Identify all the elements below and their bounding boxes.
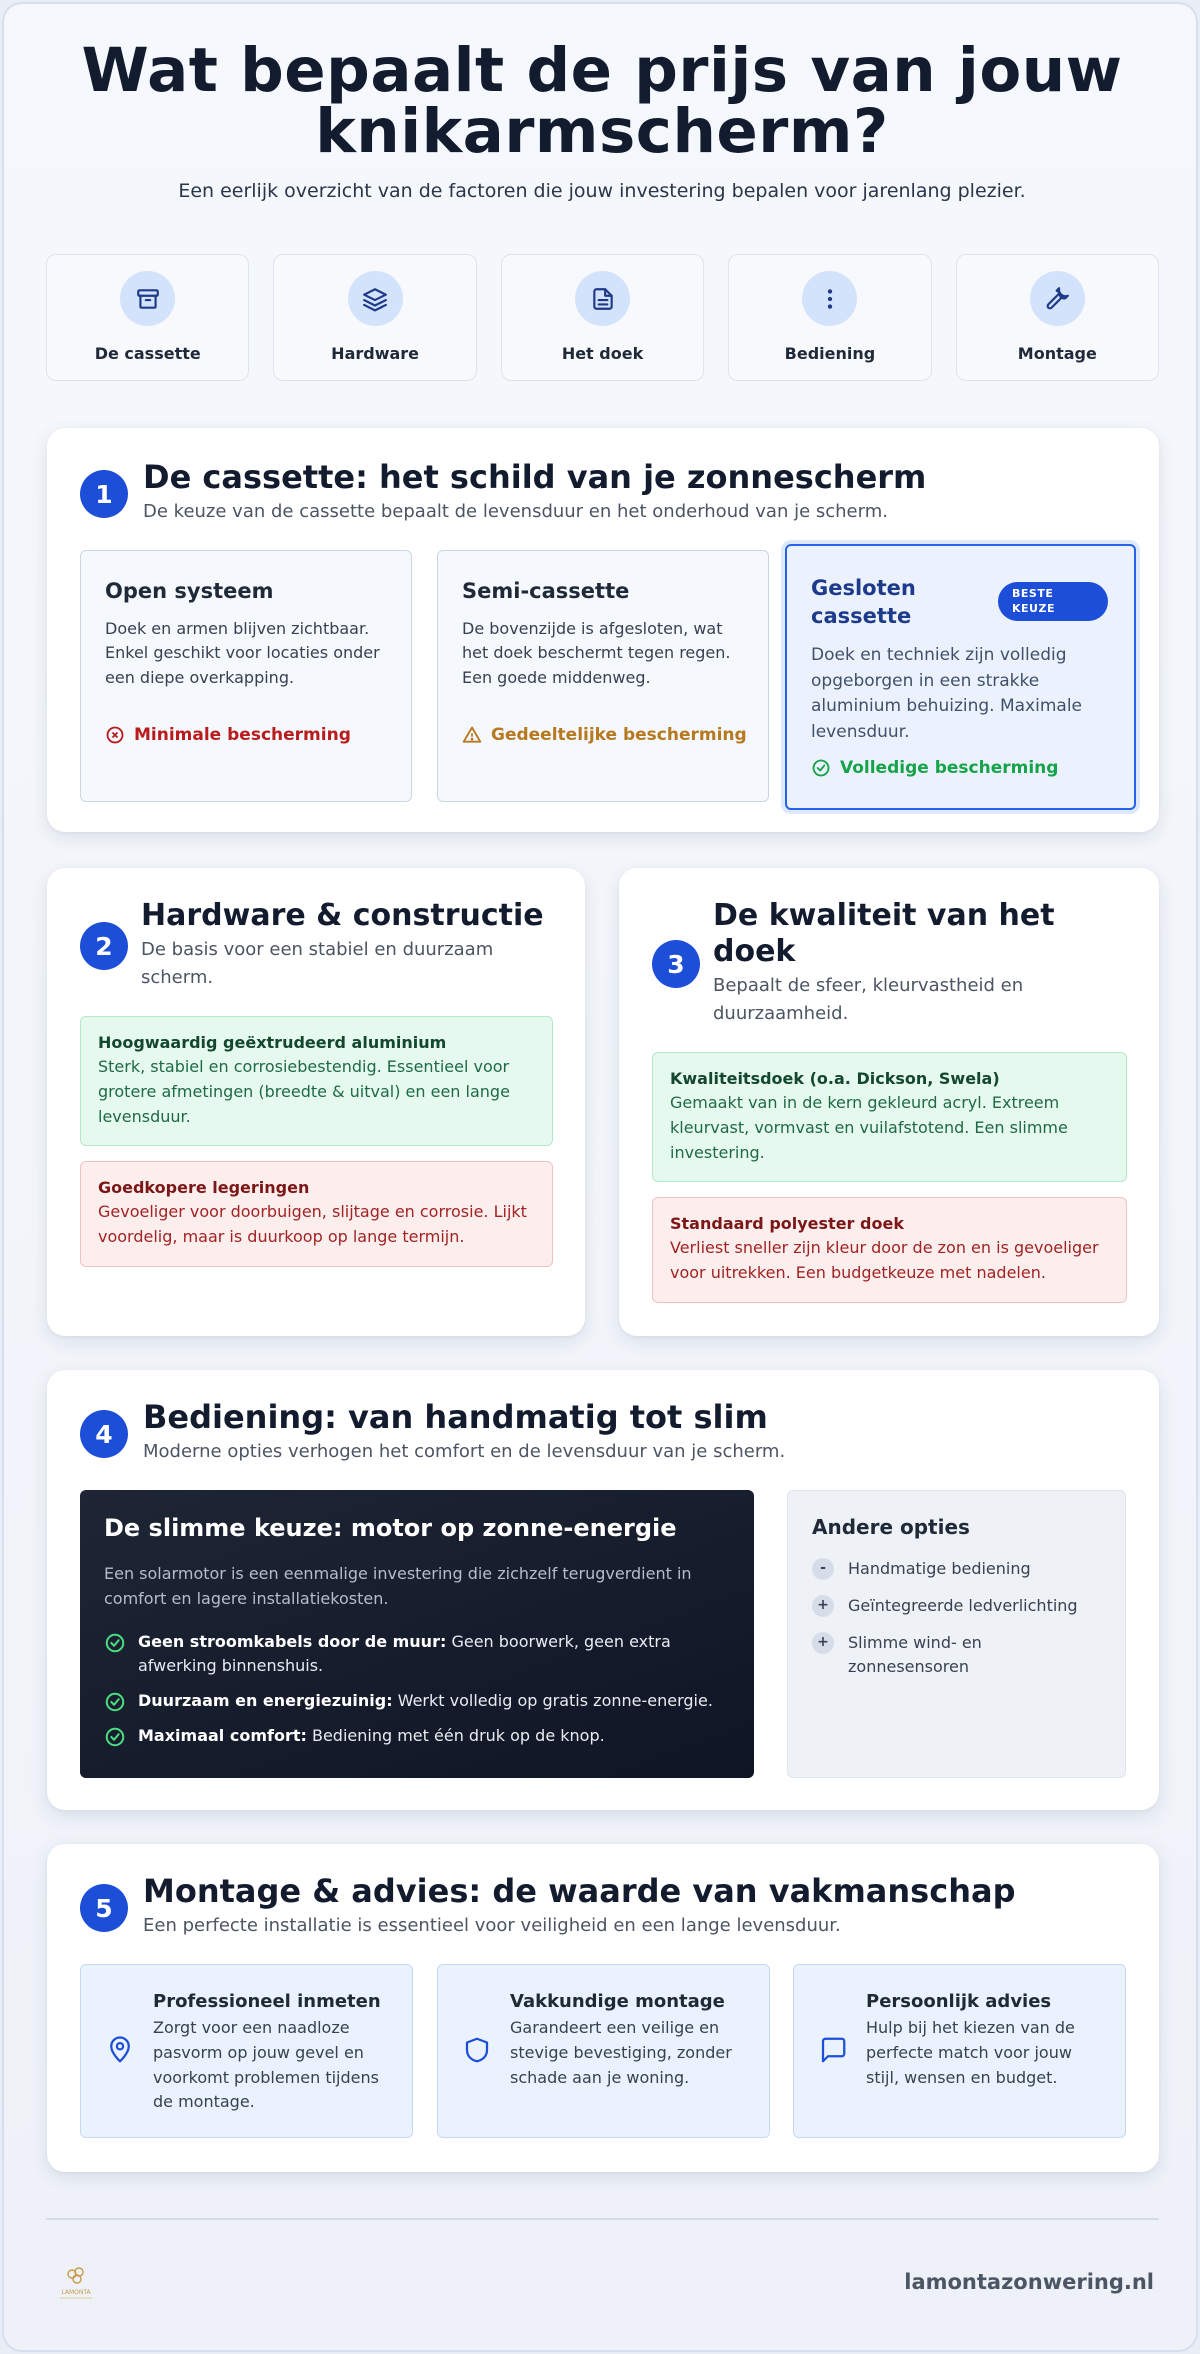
card-title: Persoonlijk advies: [866, 1991, 1052, 2012]
feature-text: Bediening met één druk op de knop.: [306, 1725, 605, 1745]
infographic-page: [2, 2, 1198, 2352]
status-minimal: [105, 725, 351, 745]
option-item: [812, 1557, 1101, 1582]
option-item: [812, 1631, 1101, 1681]
section-title: Hardware & constructie: [141, 898, 544, 933]
section-cassette: [47, 428, 1159, 832]
smart-choice-card: [80, 1490, 754, 1778]
section-subtitle: Een perfecte installatie is essentieel voor veiligheid en een lange levensduur.: [143, 1915, 841, 1936]
box-text: Gevoeliger voor doorbuigen, slijtage en corrosie. Lijkt voordelig, maar is duurkoop op lange termijn.: [98, 1202, 527, 1246]
website-link[interactable]: lamontazonwering.nl: [904, 2270, 1154, 2294]
section-title: De cassette: het schild van je zonnescherm: [143, 458, 927, 496]
nav-card-control[interactable]: [728, 254, 931, 381]
bad-material-box: [80, 1161, 553, 1267]
page-title: [44, 35, 1160, 167]
section-title: Montage & advies: de waarde van vakmanschap: [143, 1872, 1016, 1910]
box-title: Standaard polyester doek: [670, 1214, 904, 1233]
warning-icon: [462, 725, 482, 745]
archive-icon: [120, 271, 175, 326]
check-circle-icon: [104, 1691, 126, 1713]
box-title: Kwaliteitsdoek (o.a. Dickson, Swela): [670, 1069, 1000, 1088]
box-text: Sterk, stabiel en corrosiebestendig. Essentieel voor grotere afmetingen (breedte & uitval) en een lange levensduur.: [98, 1057, 510, 1126]
box-text: Gemaakt van in de kern gekleurd acryl. Extreem kleurvast, vormvast en vuilafstotend. Een slimme investering.: [670, 1093, 1068, 1162]
option-item: [812, 1594, 1101, 1619]
option-label: Handmatige bediening: [848, 1559, 1031, 1578]
section-subtitle: De basis voor een stabiel en duurzaam scherm.: [141, 939, 494, 988]
feature-item: [104, 1724, 730, 1749]
company-logo: [50, 2264, 102, 2304]
card-advice: [793, 1964, 1126, 2138]
card-text: Zorgt voor een naadloze pasvorm op jouw gevel en voorkomt problemen tijdens de montage.: [153, 2018, 379, 2112]
box-text: Verliest sneller zijn kleur door de zon en is gevoeliger voor uitrekken. Een budgetkeuze met nadelen.: [670, 1238, 1099, 1282]
more-vertical-icon: [802, 271, 857, 326]
nav-label: Montage: [1017, 344, 1097, 363]
feature-text: Werkt volledig op gratis zonne-energie.: [392, 1691, 713, 1711]
map-pin-icon: [105, 2035, 135, 2069]
feature-bold: Maximaal comfort:: [138, 1725, 307, 1745]
card-measuring: [80, 1964, 413, 2138]
section-number: 2: [80, 922, 128, 970]
nav-card-mounting[interactable]: [956, 254, 1159, 381]
x-circle-icon: [105, 725, 125, 745]
title-line-2: knikarmscherm?: [315, 96, 889, 167]
card-title: Vakkundige montage: [510, 1991, 725, 2012]
option-title: Semi-cassette: [462, 579, 630, 603]
card-installation: [437, 1964, 770, 2138]
feature-text: Geen boorwerk, geen extra afwerking binnenshuis.: [138, 1631, 671, 1676]
status-label: Minimale bescherming: [134, 725, 351, 745]
box-title: Goedkopere legeringen: [98, 1178, 310, 1197]
check-circle-icon: [811, 758, 831, 778]
feature-item: [104, 1689, 730, 1714]
layers-icon: [348, 271, 403, 326]
option-title: Gesloten cassette: [811, 576, 916, 629]
box-title: Hoogwaardig geëxtrudeerd aluminium: [98, 1033, 447, 1052]
smart-title: De slimme keuze: motor op zonne-energie: [104, 1514, 677, 1542]
section-control: [47, 1370, 1159, 1810]
good-fabric-box: [652, 1052, 1127, 1182]
feature-item: [104, 1630, 730, 1680]
footer-divider: [46, 2218, 1159, 2220]
wrench-icon: [1030, 271, 1085, 326]
section-mounting: [47, 1844, 1159, 2172]
section-number: 5: [80, 1884, 128, 1932]
nav-label: Het doek: [561, 344, 644, 363]
nav-label: Hardware: [331, 344, 420, 363]
card-text: Hulp bij het kiezen van de perfecte match voor jouw stijl, wensen en budget.: [866, 2018, 1075, 2087]
option-text: Doek en techniek zijn volledig opgeborgen in een strakke aluminium behuizing. Maximale levensduur.: [811, 644, 1083, 743]
section-subtitle: Moderne opties verhogen het comfort en de levensduur van je scherm.: [143, 1441, 786, 1462]
option-text: Doek en armen blijven zichtbaar. Enkel geschikt voor locaties onder een diepe overkapping.: [105, 619, 380, 687]
plus-icon: +: [812, 1632, 834, 1654]
section-number: 3: [652, 940, 700, 988]
shield-icon: [462, 2035, 492, 2069]
status-partial: [462, 725, 747, 745]
feature-bold: Geen stroomkabels door de muur:: [138, 1631, 447, 1651]
bad-fabric-box: [652, 1197, 1127, 1303]
topic-nav: [46, 254, 1159, 381]
nav-label: Bediening: [784, 344, 876, 363]
option-open-system[interactable]: [80, 550, 412, 802]
nav-label: De cassette: [94, 344, 201, 363]
other-options-card: [787, 1490, 1126, 1778]
title-line-1: Wat bepaalt de prijs van jouw: [81, 35, 1123, 106]
chat-icon: [818, 2035, 848, 2069]
plus-icon: +: [812, 1595, 834, 1617]
status-label: Volledige bescherming: [840, 758, 1059, 778]
status-full: [811, 758, 1058, 778]
option-label: Slimme wind- en zonnesensoren: [848, 1632, 982, 1677]
section-number: 4: [80, 1410, 128, 1458]
section-fabric: [619, 868, 1159, 1336]
section-number: 1: [80, 470, 128, 518]
section-subtitle: De keuze van de cassette bepaalt de levensduur en het onderhoud van je scherm.: [143, 501, 888, 522]
option-label: Geïntegreerde ledverlichting: [848, 1595, 1078, 1615]
section-hardware: [47, 868, 585, 1336]
good-material-box: [80, 1016, 553, 1146]
option-semi-cassette[interactable]: [437, 550, 769, 802]
feature-bold: Duurzaam en energiezuinig:: [138, 1691, 393, 1711]
smart-text: Een solarmotor is een eenmalige investering die zichzelf terugverdient in comfort en lagere installatiekosten.: [104, 1564, 692, 1608]
page-subtitle: Een eerlijk overzicht van de factoren die jouw investering bepalen voor jarenlang plezier.: [178, 180, 1026, 202]
option-closed-cassette[interactable]: [785, 544, 1136, 810]
card-title: Professioneel inmeten: [153, 1991, 381, 2012]
option-text: De bovenzijde is afgesloten, wat het doek beschermt tegen regen. Een goede middenweg.: [462, 619, 731, 687]
status-label: Gedeeltelijke bescherming: [491, 725, 747, 745]
option-title: Open systeem: [105, 579, 274, 603]
section-title: Bediening: van handmatig tot slim: [143, 1398, 768, 1436]
logo-text: LAMONTA: [61, 2289, 91, 2296]
section-title: De kwaliteit van het doek: [713, 898, 1055, 969]
nav-card-fabric[interactable]: [501, 254, 704, 381]
card-text: Garandeert een veilige en stevige bevestiging, zonder schade aan je woning.: [510, 2018, 732, 2087]
document-icon: [575, 271, 630, 326]
check-circle-icon: [104, 1726, 126, 1748]
nav-card-hardware[interactable]: [273, 254, 476, 381]
minus-icon: -: [812, 1558, 834, 1580]
check-circle-icon: [104, 1632, 126, 1654]
nav-card-cassette[interactable]: [46, 254, 249, 381]
section-subtitle: Bepaalt de sfeer, kleurvastheid en duurzaamheid.: [713, 975, 1024, 1024]
other-title: Andere opties: [812, 1515, 970, 1539]
best-choice-badge: BESTE KEUZE: [998, 582, 1108, 621]
